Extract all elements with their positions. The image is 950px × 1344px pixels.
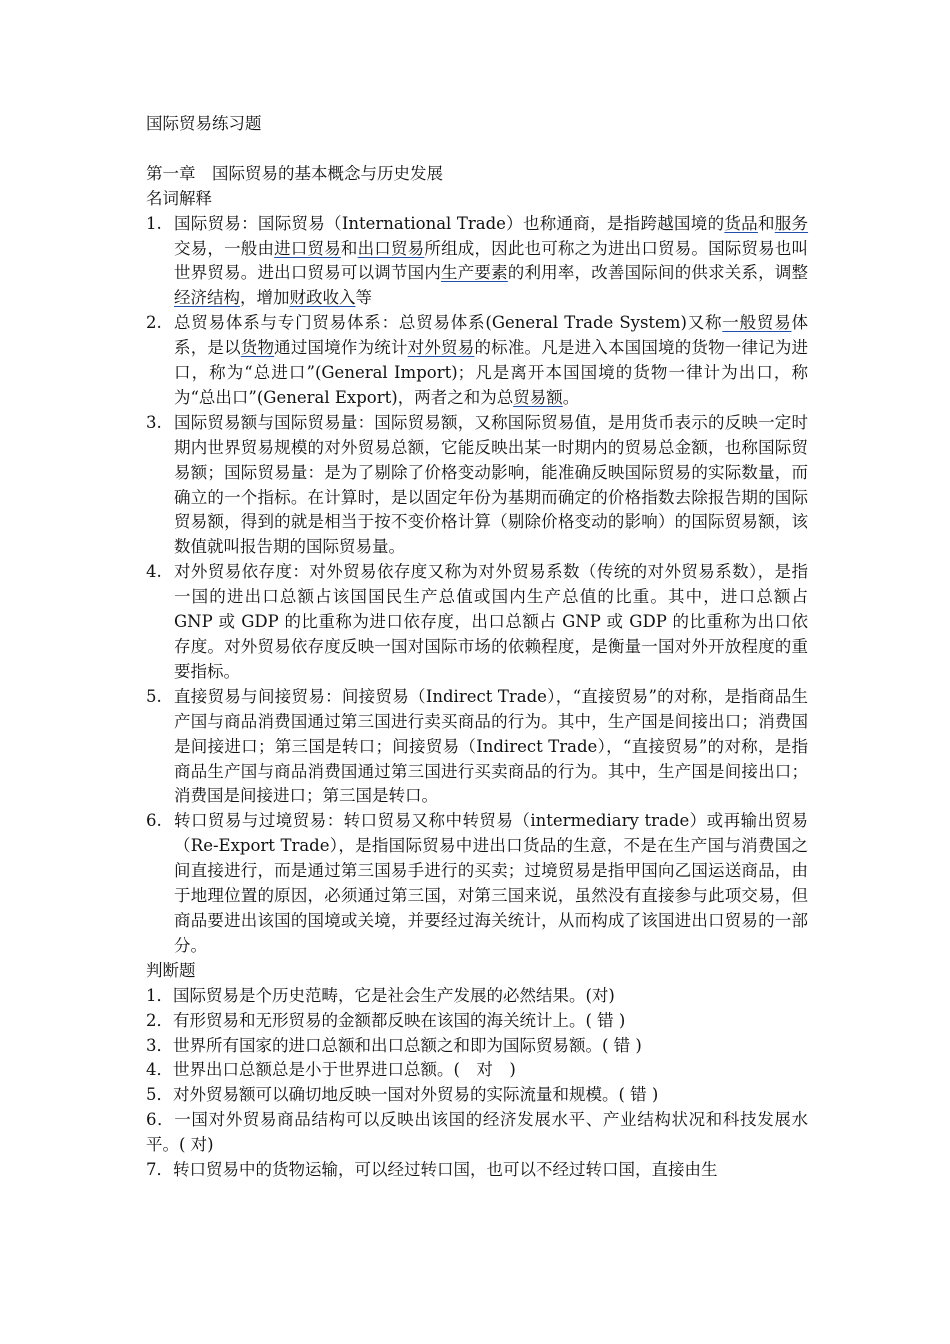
definition-number: 4. [146,562,162,582]
definition-text: 的标准。凡是进入本国国境的货物一律记为进口，称为“总进口”(General Import)；凡是离开本国国境的货物一律计为出口，称为“总出口”(General Export)，两者之和为总 [174,338,809,407]
definition-text: 的利用率，改善国际间的供求关系，调整 [507,263,809,283]
true-false-item: 6．一国对外贸易商品结构可以反映出该国的经济发展水平、产业结构状况和科技发展水平。( 对) [146,1110,808,1155]
definition-term-link[interactable]: 贸易额 [513,387,563,407]
definition-term-link[interactable]: 出口贸易 [357,238,425,258]
definition-number: 6. [146,811,162,831]
true-false-item: 4．世界出口总额总是小于世界进口总额。( 对 ) [146,1060,516,1080]
true-false-item: 7．转口贸易中的货物运输，可以经过转口国，也可以不经过转口国，直接由生 [146,1160,718,1180]
definition-item [146,411,808,560]
definition-text: 和 [340,238,358,258]
definition-text: ，增加 [240,288,290,308]
chapter-title: 第一章 国际贸易的基本概念与历史发展 [146,163,443,183]
definition-text: 和 [757,213,775,233]
definition-text: 体系，是以 [174,313,808,358]
definition-text: 对外贸易依存度：对外贸易依存度又称为对外贸易系数（传统的对外贸易系数），是指一国的进出口总额占该国国民生产总值或国内生产总值的比重。其中，进口总额占 GNP 或 GDP 的比重称为进口依存度，出口总额占 GNP 或 GDP 的比重称为出口依存度。对外贸易依存度反映一国对国际市场的依赖程度，是衡量一国对外开放程度的重要指标。 [174,562,808,681]
true-false-item: 2．有形贸易和无形贸易的金额都反映在该国的海关统计上。( 错 ) [146,1010,626,1030]
definition-item [146,560,808,685]
true-false-item: 1．国际贸易是个历史范畴，它是社会生产发展的必然结果。(对) [146,985,615,1005]
document-page [146,112,808,1183]
definition-number: 3. [146,412,162,432]
true-false-item: 5．对外贸易额可以确切地反映一国对外贸易的实际流量和规模。( 错 ) [146,1085,659,1105]
true-false-list [146,984,808,1183]
definition-term-link[interactable]: 经济结构 [174,288,240,308]
definition-text: 等 [355,288,372,308]
definition-item [146,212,808,312]
definition-text: 转口贸易与过境贸易：转口贸易又称中转贸易（intermediary trade）或再输出贸易（Re-Export Trade），是指国际贸易中进出口货品的生意，不是在生产国与消费国之间直接进行，而是通过第三国易手进行的买卖；过境贸易是指甲国向乙国运送商品，由于地理位置的原因，必须通过第三国，对第三国来说，虽然没有直接参与此项交易，但商品要进出该国的国境或关境，并要经过海关统计，从而构成了该国进出口贸易的一部分。 [174,811,808,955]
definition-number: 1. [146,213,162,233]
definition-text: 通过国境作为统计 [274,338,408,358]
definition-term-link[interactable]: 进口贸易 [274,238,341,258]
section-title-definitions: 名词解释 [146,188,212,208]
definition-item [146,685,808,810]
definition-term-link[interactable]: 一般贸易 [722,313,792,333]
definition-term-link[interactable]: 服务 [774,213,809,233]
definition-number: 2. [146,313,162,333]
definition-term-link[interactable]: 生产要素 [441,263,508,283]
definition-term-link[interactable]: 货物 [240,338,275,358]
definition-text: 交易，一般由 [174,238,275,258]
section-title-true-false: 判断题 [146,960,196,980]
definition-text: 总贸易体系与专门贸易体系：总贸易体系(General Trade System)又称 [174,313,723,333]
definition-text: 直接贸易与间接贸易：间接贸易（Indirect Trade），“直接贸易”的对称，是指商品生产国与商品消费国通过第三国进行卖买商品的行为。其中，生产国是间接出口；消费国是间接进口；第三国是转口；间接贸易（Indirect Trade），“直接贸易”的对称，是指商品生产国与商品消费国通过第三国进行买卖商品的行为。其中，生产国是间接出口；消费国是间接进口；第三国是转口。 [174,686,808,806]
definition-text: 国际贸易额与国际贸易量：国际贸易额，又称国际贸易值，是用货币表示的反映一定时期内世界贸易规模的对外贸易总额，它能反映出某一时期内的贸易总金额，也称国际贸易额；国际贸易量：是为了剔除了价格变动影响，能准确反映国际贸易的实际数量，而确立的一个指标。在计算时，是以固定年份为基期而确定的价格指数去除报告期的国际贸易额，得到的就是相当于按不变价格计算（剔除价格变动的影响）的国际贸易额，该数值就叫报告期的国际贸易量。 [174,412,808,557]
definition-item [146,311,808,411]
definition-text: 所组成，因此也可称之为进出口贸易。国际贸易也叫世界贸易。进出口贸易可以调节国内 [174,238,809,283]
definition-term-link[interactable]: 货品 [724,213,758,233]
definitions-list [146,212,808,959]
true-false-item: 3．世界所有国家的进口总额和出口总额之和即为国际贸易额。( 错 ) [146,1035,642,1055]
definition-text: 。 [562,387,580,407]
definition-number: 5. [146,686,162,706]
definition-item [146,809,808,958]
definition-text: 国际贸易：国际贸易（International Trade）也称通商，是指跨越国境的 [174,213,725,233]
definition-term-link[interactable]: 财政收入 [289,288,356,308]
definition-term-link[interactable]: 对外贸易 [407,338,475,358]
document-title: 国际贸易练习题 [146,114,262,133]
